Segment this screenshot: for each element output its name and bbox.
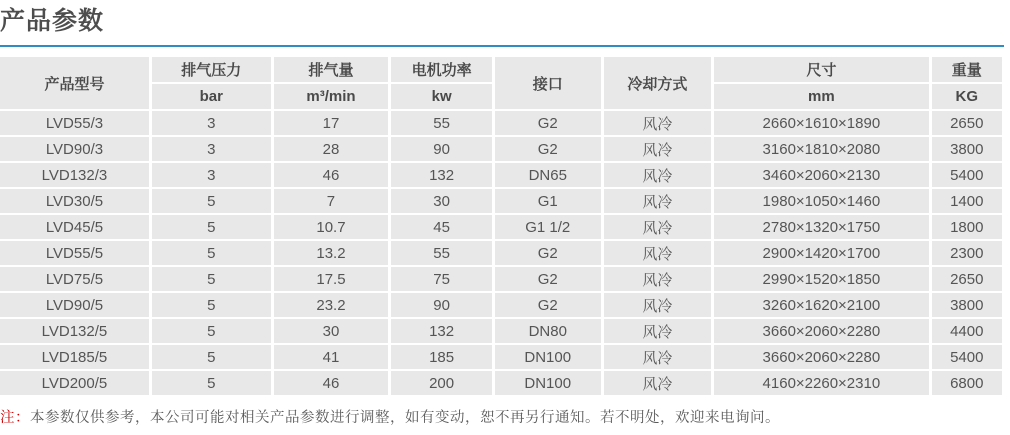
cell-dimensions: 2780×1320×1750 [714,215,928,239]
cell-model: LVD132/3 [0,163,149,187]
table-body [0,111,1002,395]
cell-weight: 2300 [932,241,1002,265]
cell-model: LVD185/5 [0,345,149,369]
cell-dimensions: 3660×2060×2280 [714,319,928,343]
cell-cooling: 风冷 [604,241,712,265]
cell-model: LVD55/5 [0,241,149,265]
cell-cooling: 风冷 [604,137,712,161]
cell-dimensions: 3260×1620×2100 [714,293,928,317]
cell-model: LVD30/5 [0,189,149,213]
header-model: 产品型号 [0,57,149,109]
cell-model: LVD90/3 [0,137,149,161]
header-dimensions: 尺寸 [714,57,928,82]
cell-dimensions: 3160×1810×2080 [714,137,928,161]
cell-volume: 41 [274,345,389,369]
cell-volume: 7 [274,189,389,213]
unit-dimensions: mm [714,84,928,109]
cell-volume: 46 [274,163,389,187]
cell-weight: 6800 [932,371,1002,395]
product-spec-table [0,55,1005,397]
cell-interface: G2 [495,137,601,161]
table-row [0,137,1002,161]
table-row [0,319,1002,343]
cell-cooling: 风冷 [604,163,712,187]
table-row [0,371,1002,395]
table-row [0,241,1002,265]
cell-cooling: 风冷 [604,267,712,291]
cell-model: LVD55/3 [0,111,149,135]
cell-pressure: 5 [152,241,271,265]
cell-pressure: 5 [152,319,271,343]
cell-weight: 1800 [932,215,1002,239]
header-weight: 重量 [932,57,1002,82]
cell-volume: 10.7 [274,215,389,239]
cell-interface: DN100 [495,371,601,395]
footnote-text: 本参数仅供参考，本公司可能对相关产品参数进行调整，如有变动，恕不再另行通知。若不明处，欢迎来电询问。 [30,410,780,426]
cell-power: 55 [391,241,492,265]
cell-model: LVD45/5 [0,215,149,239]
table-row [0,267,1002,291]
cell-model: LVD90/5 [0,293,149,317]
cell-interface: G2 [495,293,601,317]
footnote-label: 注： [0,410,30,426]
cell-dimensions: 2660×1610×1890 [714,111,928,135]
cell-pressure: 5 [152,189,271,213]
unit-pressure: bar [152,84,271,109]
table-row [0,163,1002,187]
table-row [0,215,1002,239]
cell-weight: 1400 [932,189,1002,213]
cell-dimensions: 1980×1050×1460 [714,189,928,213]
cell-cooling: 风冷 [604,111,712,135]
cell-dimensions: 4160×2260×2310 [714,371,928,395]
cell-pressure: 5 [152,267,271,291]
cell-power: 55 [391,111,492,135]
cell-cooling: 风冷 [604,293,712,317]
cell-power: 132 [391,319,492,343]
cell-interface: G1 1/2 [495,215,601,239]
cell-pressure: 5 [152,371,271,395]
page-title: 产品参数 [0,7,105,35]
cell-volume: 46 [274,371,389,395]
unit-power: kw [391,84,492,109]
header-cooling: 冷却方式 [604,57,712,109]
cell-dimensions: 3660×2060×2280 [714,345,928,369]
unit-weight: KG [932,84,1002,109]
cell-interface: DN100 [495,345,601,369]
cell-interface: DN80 [495,319,601,343]
cell-power: 185 [391,345,492,369]
cell-weight: 2650 [932,111,1002,135]
cell-pressure: 5 [152,215,271,239]
cell-cooling: 风冷 [604,345,712,369]
cell-interface: G2 [495,267,601,291]
table-row [0,345,1002,369]
cell-model: LVD200/5 [0,371,149,395]
cell-interface: G1 [495,189,601,213]
cell-dimensions: 3460×2060×2130 [714,163,928,187]
cell-power: 200 [391,371,492,395]
cell-weight: 2650 [932,267,1002,291]
cell-volume: 28 [274,137,389,161]
cell-volume: 23.2 [274,293,389,317]
cell-dimensions: 2990×1520×1850 [714,267,928,291]
cell-interface: DN65 [495,163,601,187]
cell-power: 45 [391,215,492,239]
cell-cooling: 风冷 [604,215,712,239]
header-row-labels [0,57,1002,82]
cell-cooling: 风冷 [604,371,712,395]
cell-power: 90 [391,293,492,317]
cell-interface: G2 [495,241,601,265]
table-row [0,189,1002,213]
header-volume: 排气量 [274,57,389,82]
cell-model: LVD75/5 [0,267,149,291]
cell-pressure: 3 [152,111,271,135]
cell-power: 132 [391,163,492,187]
title-divider [0,45,1004,47]
cell-model: LVD132/5 [0,319,149,343]
cell-weight: 4400 [932,319,1002,343]
cell-power: 75 [391,267,492,291]
cell-pressure: 3 [152,137,271,161]
cell-volume: 13.2 [274,241,389,265]
header-pressure: 排气压力 [152,57,271,82]
cell-pressure: 3 [152,163,271,187]
cell-weight: 3800 [932,293,1002,317]
cell-volume: 17 [274,111,389,135]
cell-pressure: 5 [152,345,271,369]
cell-weight: 5400 [932,345,1002,369]
cell-power: 90 [391,137,492,161]
header-power: 电机功率 [391,57,492,82]
header-interface: 接口 [495,57,601,109]
cell-weight: 5400 [932,163,1002,187]
table-row [0,111,1002,135]
cell-pressure: 5 [152,293,271,317]
cell-dimensions: 2900×1420×1700 [714,241,928,265]
cell-volume: 30 [274,319,389,343]
cell-cooling: 风冷 [604,319,712,343]
cell-weight: 3800 [932,137,1002,161]
cell-power: 30 [391,189,492,213]
unit-volume: m³/min [274,84,389,109]
cell-cooling: 风冷 [604,189,712,213]
table-row [0,293,1002,317]
table-header [0,57,1002,109]
footnote [0,406,1010,427]
cell-volume: 17.5 [274,267,389,291]
cell-interface: G2 [495,111,601,135]
